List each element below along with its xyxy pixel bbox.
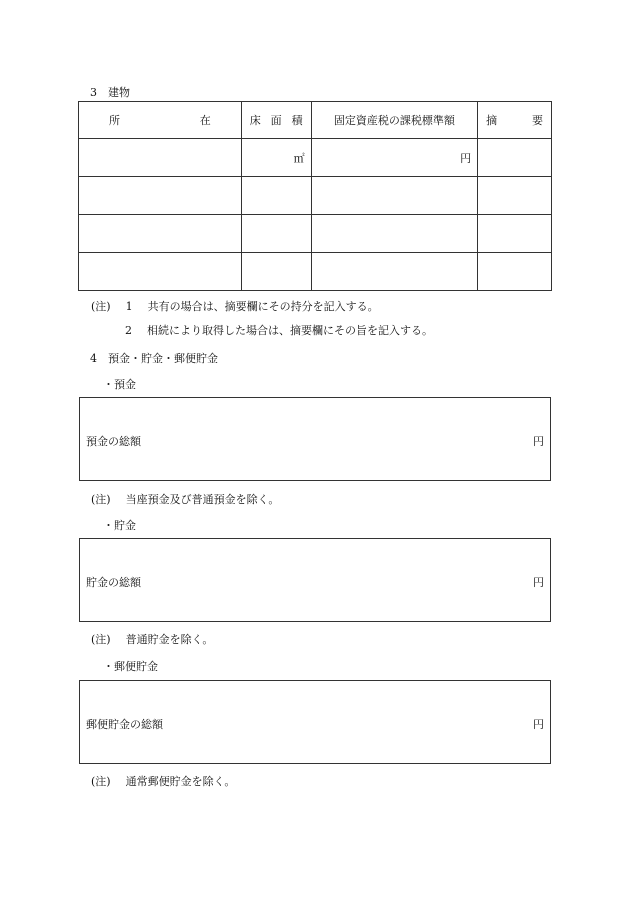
cell-floor-area[interactable]: [241, 253, 311, 291]
savings-total-box[interactable]: [79, 538, 551, 622]
deposit-heading: ・預金: [103, 378, 136, 391]
cell-location[interactable]: [79, 177, 242, 215]
unit-yen: 円: [460, 151, 472, 165]
deposit-total-box[interactable]: [79, 397, 551, 481]
savings-note: [91, 631, 213, 647]
postal-savings-total-box[interactable]: [79, 680, 551, 764]
savings-total-label: 貯金の総額: [86, 576, 141, 589]
savings-heading: ・貯金: [103, 519, 136, 532]
cell-tax-value[interactable]: [311, 215, 477, 253]
cell-tax-value[interactable]: [311, 253, 477, 291]
section-3-title: 3 建物: [90, 86, 130, 99]
section-4-title: 4 預金・貯金・郵便貯金: [90, 352, 218, 365]
note-prefix: (注): [91, 775, 111, 788]
note-text: 通常郵便貯金を除く。: [125, 775, 236, 788]
cell-remarks[interactable]: [478, 177, 552, 215]
note-number: 2: [125, 324, 132, 337]
deposit-note: [91, 491, 279, 507]
cell-location[interactable]: [79, 139, 242, 177]
cell-floor-area[interactable]: [241, 215, 311, 253]
cell-remarks[interactable]: [478, 139, 552, 177]
cell-floor-area[interactable]: [241, 139, 311, 177]
cell-remarks[interactable]: [478, 253, 552, 291]
note-text: 共有の場合は、摘要欄にその持分を記入する。: [147, 300, 379, 313]
unit-yen: 円: [533, 718, 544, 731]
postal-savings-total-label: 郵便貯金の総額: [86, 718, 163, 731]
deposit-total-label: 預金の総額: [86, 435, 141, 448]
cell-floor-area[interactable]: [241, 177, 311, 215]
note-prefix: (注): [91, 300, 111, 313]
cell-tax-value[interactable]: [311, 139, 477, 177]
note-prefix: (注): [91, 633, 111, 646]
table-row: [79, 253, 552, 291]
table-row: [79, 139, 552, 177]
unit-sqm: ㎡: [293, 151, 305, 165]
building-table: [78, 101, 552, 291]
cell-tax-value[interactable]: [311, 177, 477, 215]
unit-yen: 円: [533, 576, 544, 589]
header-location: 所 在: [79, 102, 242, 139]
table-row: [79, 215, 552, 253]
note-text: 普通貯金を除く。: [125, 633, 214, 646]
cell-location[interactable]: [79, 253, 242, 291]
header-remarks: 摘 要: [478, 102, 552, 139]
table-header-row: [79, 102, 552, 139]
note-2: [125, 322, 433, 338]
table-row: [79, 177, 552, 215]
cell-remarks[interactable]: [478, 215, 552, 253]
postal-savings-note: [91, 773, 235, 789]
note-text: 相続により取得した場合は、摘要欄にその旨を記入する。: [147, 324, 433, 337]
postal-savings-heading: ・郵便貯金: [103, 660, 158, 673]
note-number: 1: [125, 300, 133, 313]
unit-yen: 円: [533, 435, 544, 448]
cell-location[interactable]: [79, 215, 242, 253]
header-tax-value: 固定資産税の課税標準額: [311, 102, 477, 139]
note-text: 当座預金及び普通預金を除く。: [125, 493, 280, 506]
note-prefix: (注): [91, 493, 111, 506]
note-1: [91, 298, 379, 314]
header-floor-area: 床 面 積: [241, 102, 311, 139]
